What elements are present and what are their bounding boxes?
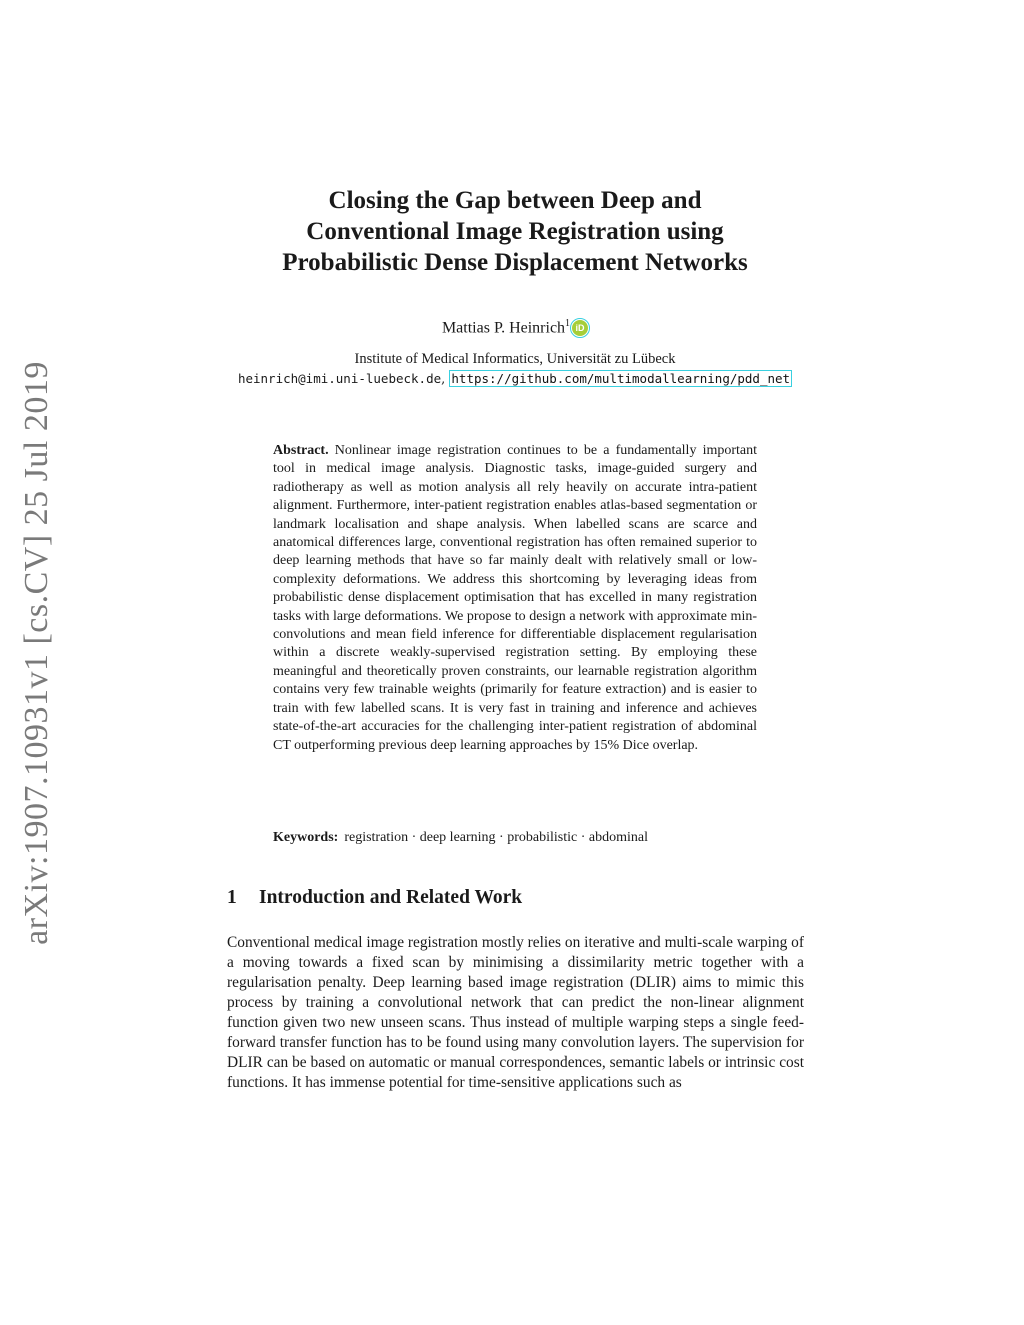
arxiv-identifier-stamp	[12, 360, 62, 945]
author-line	[200, 313, 830, 339]
section-heading	[227, 885, 522, 911]
affiliation: Institute of Medical Informatics, Universität zu Lübeck	[354, 351, 676, 367]
abstract-text: Nonlinear image registration continues to be a fundamentally important tool in medical image analysis. Diagnostic tasks, image-guided surgery and radiotherapy as well as motion analysis all rely heavily on accurate intra-patient alignment. Furthermore, inter-patient registration enables atlas-based segmentation or landmark localisation and shape analysis. When labelled scans are scarce and anatomical differences large, conventional registration has often remained superior to deep learning methods that have so far mainly dealt with relatively small or low-complexity deformations. We address this shortcoming by leveraging ideas from probabilistic dense displacement optimisation that has excelled in many registration tasks with large deformations. We propose to design a network with approximate min-convolutions and mean field inference for differentiable displacement regularisation within a discrete weakly-supervised registration setting. By employing these meaningful and theoretically proven constraints, our learnable registration algorithm contains very few trainable weights (primarily for feature extraction) and is easier to train with few labelled scans. It is very fast in training and inference and achieves state-of-the-art accuracies for the challenging inter-patient registration of abdominal CT outperforming previous deep learning approaches by 15% Dice overlap.	[273, 443, 758, 753]
keywords-label: Keywords:	[273, 830, 339, 845]
contact-separator: ,	[441, 372, 450, 387]
abstract-label: Abstract.	[273, 443, 329, 458]
keywords-text: registration · deep learning · probabilistic · abdominal	[344, 830, 648, 845]
affiliation-mark: 1	[565, 318, 571, 329]
paper-title	[200, 185, 830, 278]
author-name: Mattias P. Heinrich	[441, 319, 566, 337]
code-repository-link[interactable]: https://github.com/multimodallearning/pdd_net	[451, 371, 791, 386]
section-number: 1	[227, 887, 237, 908]
section-title: Introduction and Related Work	[259, 887, 523, 908]
contact-line	[200, 369, 830, 390]
author-email[interactable]: heinrich@imi.uni-luebeck.de	[237, 371, 442, 386]
title-line: Closing the Gap between Deep and	[328, 187, 702, 214]
introduction-paragraph: Conventional medical image registration mostly relies on iterative and multi-scale warping of a moving towards a fixed scan by minimising a dissimilarity metric together with a regularisation penalty. Deep learning based image registration (DLIR) aims to mimic this process by training a convolutional network that can predict the non-linear alignment function given two new unseen scans. Thus instead of multiple warping steps a single feed-forward transfer function has to be found using many convolution layers. The supervision for DLIR can be based on automatic or manual correspondences, semantic labels or intrinsic cost functions. It has immense potential for time-sensitive applications such as	[227, 934, 804, 1091]
orcid-icon[interactable]: iD	[572, 320, 588, 336]
title-line: Conventional Image Registration using	[306, 218, 724, 245]
keywords	[273, 829, 757, 847]
abstract	[273, 442, 757, 755]
arxiv-identifier-text: arXiv:1907.10931v1 [cs.CV] 25 Jul 2019	[18, 360, 55, 945]
title-line: Probabilistic Dense Displacement Networks	[282, 249, 748, 276]
